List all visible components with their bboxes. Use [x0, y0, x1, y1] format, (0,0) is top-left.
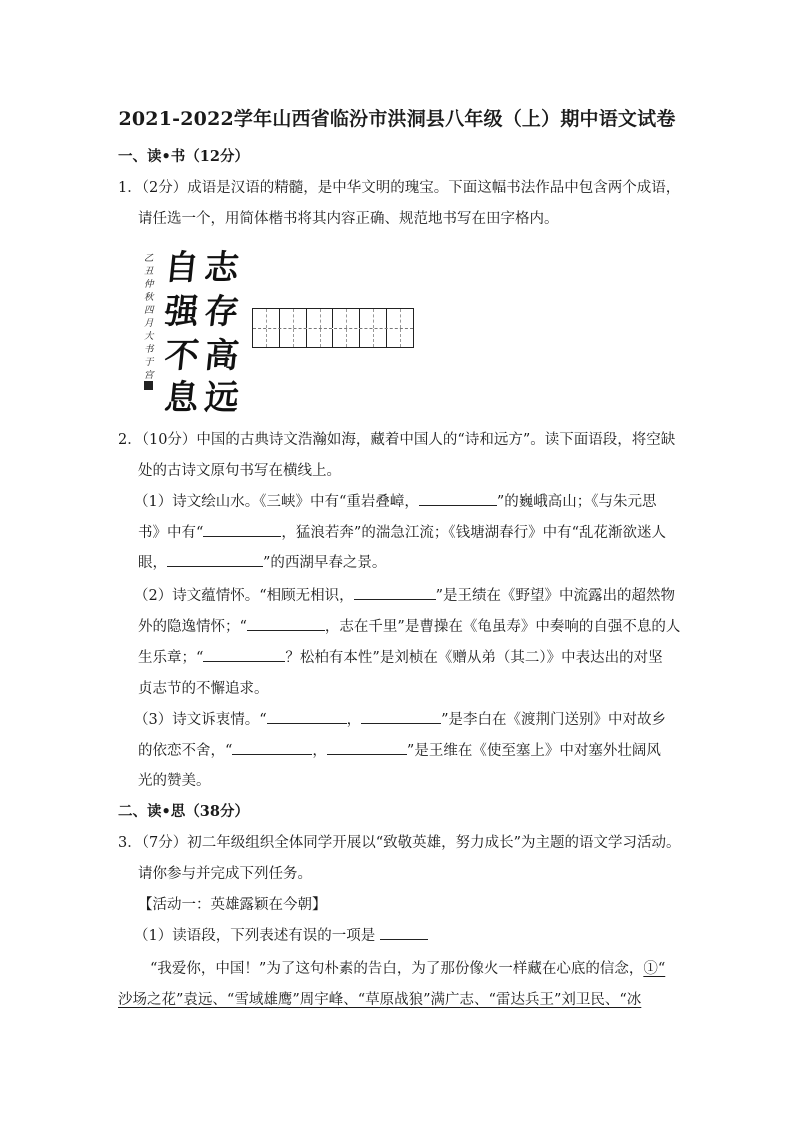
- q2-part2-line4: 贞志节的不懈追求。: [138, 681, 269, 697]
- q3-line2: 请你参与并完成下列任务。: [138, 866, 312, 882]
- grid-cell[interactable]: [307, 309, 334, 328]
- calligraphy-char: 强: [162, 292, 201, 332]
- answer-blank[interactable]: [203, 522, 281, 537]
- text: 眼，: [138, 555, 167, 571]
- grid-cell[interactable]: [253, 329, 280, 348]
- q3-para-line2: 沙场之花”袁远、“雪域雄鹰”周宇峰、“草原战狼”满广志、“雷达兵王”刘卫民、“冰: [118, 992, 642, 1008]
- q2-line1: 2．（10分）中国的古典诗文浩瀚如海，藏着中国人的“诗和远方”。读下面语段，将空缺: [118, 432, 676, 448]
- text: “我爱你，中国！”为了这句朴素的告白，为了那份像火一样藏在心底的信念，: [150, 961, 644, 977]
- calligraphy-char: 自: [162, 248, 201, 288]
- text: 生乐章；“: [138, 650, 204, 666]
- text: ，志在千里”是曹操在《龟虽寿》中奏响的自强不息的人: [324, 619, 681, 635]
- q1-line1: 1．（2分）成语是汉语的精髓，是中华文明的瑰宝。下面这幅书法作品中包含两个成语，: [118, 180, 681, 196]
- q2-part3-line2: [138, 739, 661, 760]
- text: ”是王绩在《野望》中流露出的超然物: [435, 588, 676, 604]
- answer-blank[interactable]: [354, 585, 436, 600]
- grid-cell[interactable]: [280, 329, 307, 348]
- answer-blank[interactable]: [247, 616, 325, 631]
- answer-blank[interactable]: [327, 740, 407, 755]
- underlined-text: ①“: [643, 961, 666, 977]
- grid-cell[interactable]: [360, 309, 387, 328]
- section-heading-1: 一、读•书（12分）: [118, 148, 249, 165]
- text: （1）诗文绘山水。《三峡》中有“重岩叠嶂，: [134, 494, 419, 510]
- grid-cell[interactable]: [280, 309, 307, 328]
- grid-cell[interactable]: [387, 309, 413, 328]
- q2-part2-line2: [138, 615, 680, 636]
- calligraphy-inscription: 乙丑仲秋四月大书于宫: [144, 253, 154, 381]
- grid-row-bottom: [253, 329, 413, 348]
- q2-part3-line1: [134, 708, 666, 729]
- writing-grid[interactable]: [252, 308, 414, 348]
- answer-blank[interactable]: [267, 709, 347, 724]
- answer-blank[interactable]: [232, 740, 312, 755]
- text: ”是李白在《渡荆门送别》中对故乡: [441, 712, 667, 728]
- text: （1）读语段，下列表述有误的一项是: [134, 928, 376, 944]
- q3-para-line1: [150, 957, 665, 978]
- q3-line1: 3．（7分）初二年级组织全体同学开展以“致敬英雄，努力成长”为主题的语文学习活动。: [118, 835, 681, 851]
- answer-blank[interactable]: [361, 709, 441, 724]
- text: ”的巍峨高山；《与朱元思: [496, 494, 657, 510]
- q1-line2: 请任选一个，用简体楷书将其内容正确、规范地书写在田字格内。: [138, 211, 559, 227]
- q2-part1-line1: [134, 490, 657, 511]
- text: （3）诗文诉衷情。“: [134, 712, 267, 728]
- q2-part3-line3: 光的赞美。: [138, 773, 211, 789]
- text: ？松柏有本性”是刘桢在《赠从弟（其二）》中表达出的对坚: [285, 650, 663, 666]
- page-title: 2021-2022学年山西省临汾市洪洞县八年级（上）期中语文试卷: [118, 108, 676, 130]
- calligraphy-char: 远: [202, 378, 241, 418]
- q2-line2: 处的古诗文原句书写在横线上。: [138, 463, 341, 479]
- text: ，猛浪若奔”的湍急江流；《钱塘湖春行》中有“乱花渐欲迷人: [281, 525, 666, 541]
- grid-cell[interactable]: [307, 329, 334, 348]
- grid-cell[interactable]: [333, 309, 360, 328]
- q2-part1-line3: [138, 551, 386, 572]
- calligraphy-char: 不: [162, 336, 201, 376]
- calligraphy-char: 志: [202, 248, 241, 288]
- q2-part2-line3: [138, 646, 663, 667]
- text: ”的西湖早春之景。: [263, 555, 387, 571]
- grid-row-top: [253, 309, 413, 329]
- answer-blank[interactable]: [380, 925, 428, 940]
- calligraphy-char: 存: [202, 292, 241, 332]
- calligraphy-char: 高: [202, 336, 241, 376]
- answer-blank[interactable]: [419, 491, 497, 506]
- answer-blank[interactable]: [167, 552, 263, 567]
- section-heading-2: 二、读•思（38分）: [118, 803, 249, 820]
- seal-stamp-icon: [144, 381, 153, 390]
- text: ”是王维在《使至塞上》中对塞外壮阔风: [406, 743, 661, 759]
- q3-activity-heading: 【活动一：英雄露颖在今朝】: [138, 897, 327, 913]
- text: ，: [346, 712, 362, 728]
- grid-cell[interactable]: [333, 329, 360, 348]
- calligraphy-char: 息: [162, 378, 201, 418]
- grid-cell[interactable]: [360, 329, 387, 348]
- text: 书》中有“: [138, 525, 204, 541]
- text: 的依恋不舍，“: [138, 743, 233, 759]
- text: ，: [312, 743, 327, 759]
- grid-cell[interactable]: [387, 329, 413, 348]
- q2-part2-line1: [134, 584, 675, 605]
- q3-sub1: [134, 924, 428, 945]
- q2-part1-line2: [138, 521, 666, 542]
- text: 外的隐逸情怀；“: [138, 619, 247, 635]
- text: （2）诗文蕴情怀。“相顾无相识，: [134, 588, 354, 604]
- grid-cell[interactable]: [253, 309, 280, 328]
- answer-blank[interactable]: [203, 647, 285, 662]
